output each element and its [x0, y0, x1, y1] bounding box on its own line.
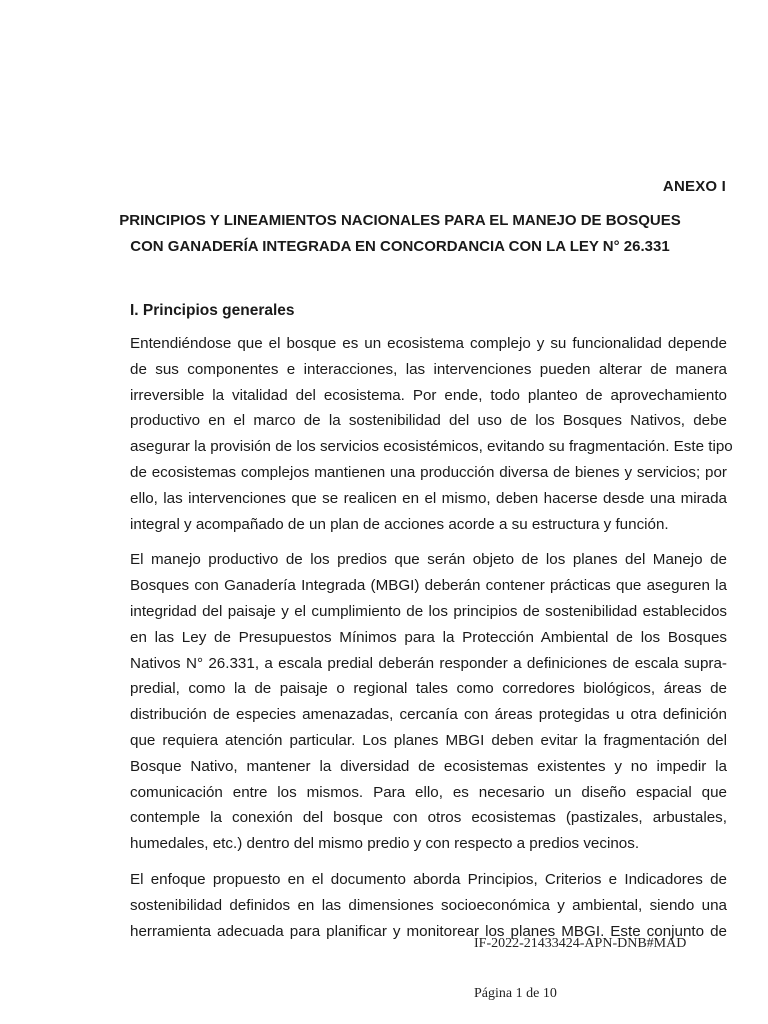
paragraph-line: predial, como la de paisaje o regional tales como corredores biológicos, áreas de	[130, 680, 727, 698]
paragraph-line: en las Ley de Presupuestos Mínimos para la Protección Ambiental de los Bosques	[130, 628, 727, 646]
paragraph-line: de sus componentes e interacciones, las intervenciones pueden alterar de manera	[130, 360, 727, 378]
page-number: Página 1 de 10	[474, 986, 557, 1001]
paragraph-line: distribución de especies amenazadas, cercanía con áreas protegidas u otra definición	[130, 706, 727, 724]
paragraph-line: irreversible la vitalidad del ecosistema. Por ende, todo planteo de aprovechamiento	[130, 386, 727, 404]
paragraph-line: Bosque Nativo, mantener la diversidad de ecosistemas existentes y no impedir la	[130, 757, 727, 775]
paragraph-line: que requiera atención particular. Los planes MBGI deben evitar la fragmentación del	[130, 731, 727, 749]
title-line: PRINCIPIOS Y LINEAMIENTOS NACIONALES PARA EL MANEJO DE BOSQUES	[119, 212, 681, 229]
section-heading: I. Principios generales	[130, 302, 295, 319]
paragraph-line: Bosques con Ganadería Integrada (MBGI) deberán contener prácticas que aseguren la	[130, 577, 727, 595]
paragraph-line: asegurar la provisión de los servicios ecosistémicos, evitando su fragmentación. Este tipo	[130, 438, 733, 456]
paragraph	[130, 867, 727, 944]
paragraph	[130, 331, 733, 537]
document-id: IF-2022-21433424-APN-DNB#MAD	[474, 936, 687, 951]
paragraph-line: productivo en el marco de la sostenibilidad del uso de los Bosques Nativos, debe	[130, 412, 727, 430]
annex-label: ANEXO I	[662, 178, 726, 195]
paragraph-line: de ecosistemas complejos mantienen una producción diversa de bienes y servicios; por	[130, 463, 727, 481]
paragraph-line: integral y acompañado de un plan de acciones acorde a su estructura y función.	[130, 515, 669, 533]
paragraph-line: comunicación entre los mismos. Para ello, es necesario un diseño espacial que	[130, 783, 727, 801]
paragraph	[130, 547, 727, 857]
paragraph-line: Entendiéndose que el bosque es un ecosistema complejo y su funcionalidad depende	[130, 335, 727, 352]
paragraph-line: contemple la conexión del bosque con otros ecosistemas (pastizales, arbustales,	[130, 809, 727, 827]
paragraph-line: integridad del paisaje y el cumplimiento de los principios de sostenibilidad establecidos	[130, 602, 727, 620]
document-title	[60, 208, 740, 260]
paragraph-line: humedales, etc.) dentro del mismo predio y con respecto a predios vecinos.	[130, 835, 640, 853]
paragraph-line: El manejo productivo de los predios que serán objeto de los planes del Manejo de	[130, 551, 727, 569]
title-line: CON GANADERÍA INTEGRADA EN CONCORDANCIA CON LA LEY N° 26.331	[130, 238, 670, 255]
paragraph-line: Nativos N° 26.331, a escala predial deberán responder a definiciones de escala supra-	[130, 654, 727, 672]
body-text	[130, 331, 733, 954]
paragraph-line: ello, las intervenciones que se realicen en el mismo, deben hacerse desde una mirada	[130, 489, 727, 507]
paragraph-line: sostenibilidad definidos en las dimensiones socioeconómica y ambiental, siendo una	[130, 896, 727, 914]
paragraph-line: herramienta adecuada para planificar y monitorear los planes MBGI. Este conjunto de	[130, 922, 727, 940]
paragraph-line: El enfoque propuesto en el documento aborda Principios, Criterios e Indicadores de	[130, 870, 727, 888]
